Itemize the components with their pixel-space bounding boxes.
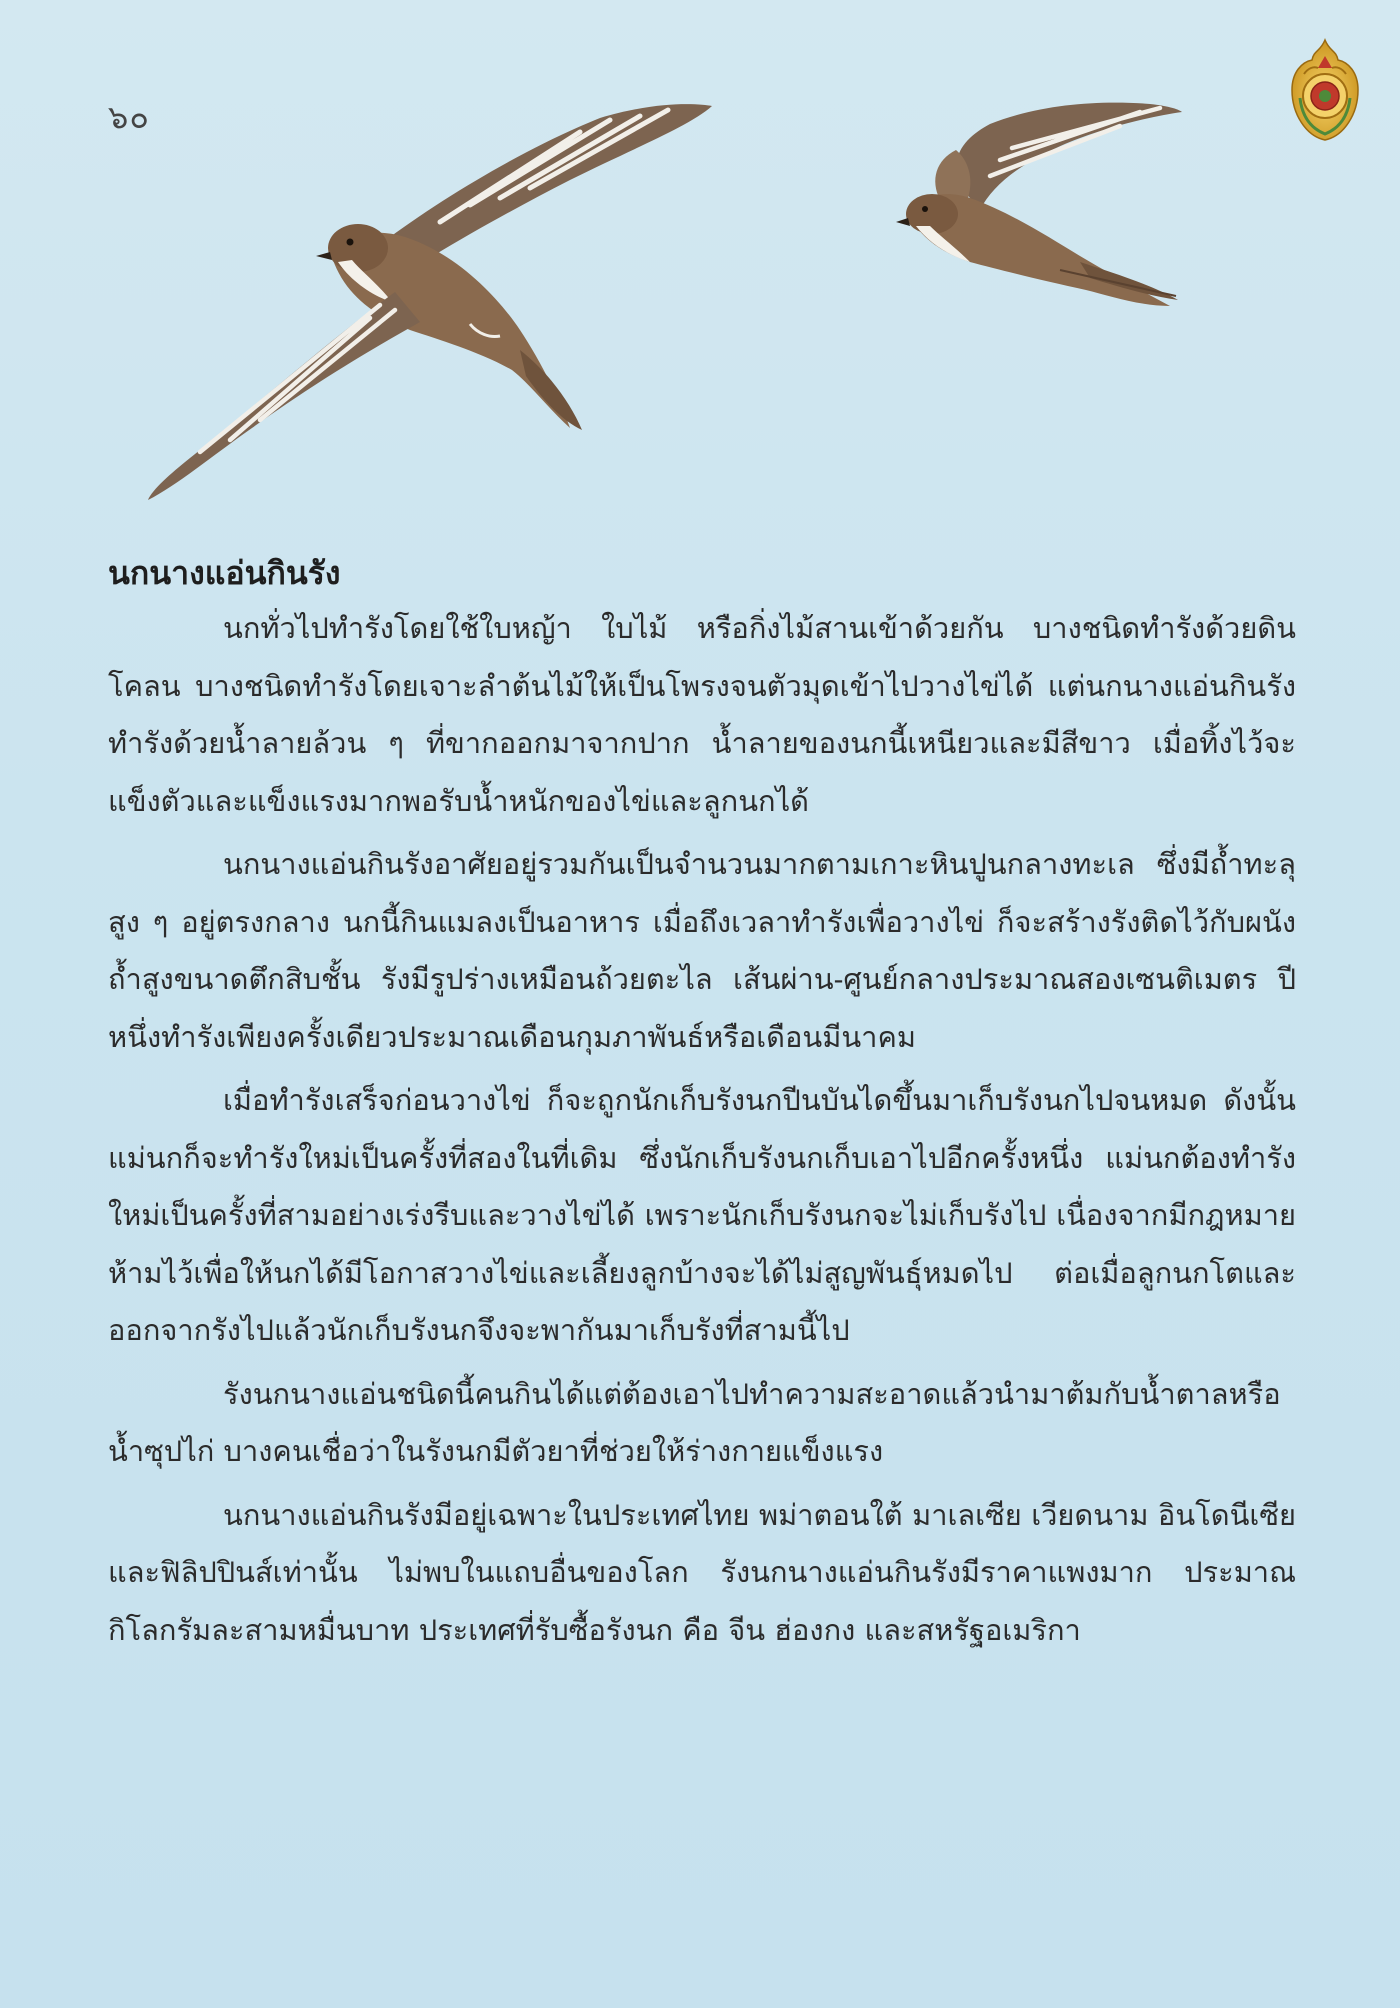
page-number: ๖๐ [108,98,150,136]
paragraph: นกทั่วไปทำรังโดยใช้ใบหญ้า ใบไม้ หรือกิ่งไม้สานเข้าด้วยกัน บางชนิดทำรังด้วยดินโคลน บางชนิดทำรังโดยเจาะลำต้นไม้ให้เป็นโพรงจนตัวมุดเข้าไปวางไข่ได้ แต่นกนางแอ่นกินรังทำรังด้วยน้ำลายล้วน ๆ ที่ขากออกมาจากปาก น้ำลายของนกนี้เหนียวและมีสีขาว เมื่อทิ้งไว้จะแข็งตัวและแข็งแรงมากพอรับน้ำหนักของไข่และลูกนกได้ [108,611,1296,818]
paragraph: เมื่อทำรังเสร็จก่อนวางไข่ ก็จะถูกนักเก็บรังนกปีนบันไดขึ้นมาเก็บรังนกไปจนหมด ดังนั้นแม่นกก็จะทำรังใหม่เป็นครั้งที่สองในที่เดิม ซึ่งนักเก็บรังนกเก็บเอาไปอีกครั้งหนึ่ง แม่นกต้องทำรังใหม่เป็นครั้งที่สามอย่างเร่งรีบและวางไข่ได้ เพราะนักเก็บรังนกจะไม่เก็บรังไป เนื่องจากมีกฎหมายห้ามไว้เพื่อให้นกได้มีโอกาสวางไข่และเลี้ยงลูกบ้างจะได้ไม่สูญพันธุ์หมดไป ต่อเมื่อลูกนกโตและออกจากรังไปแล้วนักเก็บรังนกจึงจะพากันมาเก็บรังที่สามนี้ไป [108,1083,1296,1347]
article-body [108,600,1296,1659]
paragraph: นกนางแอ่นกินรังมีอยู่เฉพาะในประเทศไทย พม่าตอนใต้ มาเลเซีย เวียดนาม อินโดนีเซีย และฟิลิปปินส์เท่านั้น ไม่พบในแถบอื่นของโลก รังนกนางแอ่นกินรังมีราคาแพงมาก ประมาณกิโลกรัมละสามหมื่นบาท ประเทศที่รับซื้อรังนก คือ จีน ฮ่องกง และสหรัฐอเมริกา [108,1497,1296,1647]
paragraph: รังนกนางแอ่นชนิดนี้คนกินได้แต่ต้องเอาไปทำความสะอาดแล้วนำมาต้มกับน้ำตาลหรือน้ำซุปไก่ บางคนเชื่อว่าในรังนกมีตัวยาที่ช่วยให้ร่างกายแข็งแรง [108,1376,1281,1468]
right-swiftlet-icon [896,103,1182,306]
section-heading: นกนางแอ่นกินรัง [108,554,341,592]
paragraph: นกนางแอ่นกินรังอาศัยอยู่รวมกันเป็นจำนวนมากตามเกาะหินปูนกลางทะเล ซึ่งมีถ้ำทะลุสูง ๆ อยู่ตรงกลาง นกนี้กินแมลงเป็นอาหาร เมื่อถึงเวลาทำรังเพื่อวางไข่ ก็จะสร้างรังติดไว้กับผนังถ้ำสูงขนาดตึกสิบชั้น รังมีรูปร่างเหมือนถ้วยตะไล เส้นผ่าน-ศูนย์กลางประมาณสองเซนติเมตร ปีหนึ่งทำรังเพียงครั้งเดียวประมาณเดือนกุมภาพันธ์หรือเดือนมีนาคม [108,847,1296,1054]
swiftlet-birds-illustration [0,0,1400,540]
left-swiftlet-icon [148,104,712,500]
